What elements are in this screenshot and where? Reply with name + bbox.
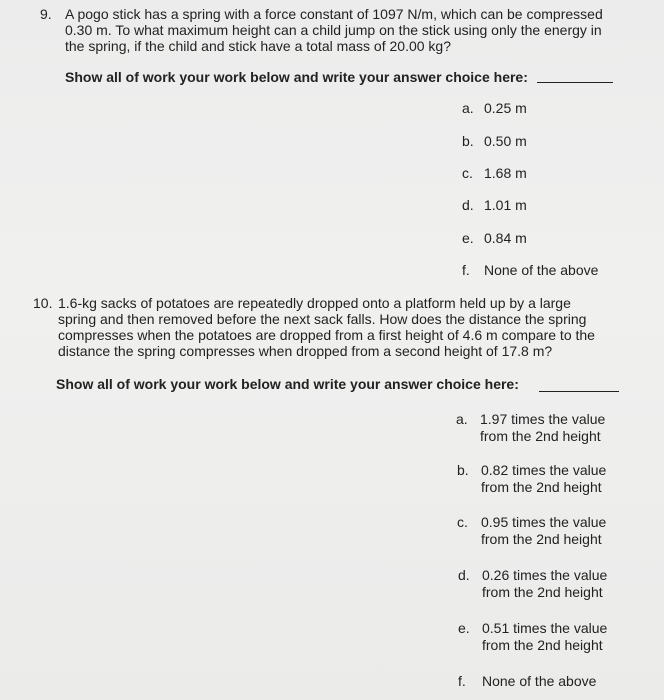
choice-line: from the 2nd height — [480, 428, 601, 444]
choice-letter: b. — [457, 462, 469, 478]
choice-letter: d. — [462, 197, 474, 213]
choice-line: from the 2nd height — [481, 531, 602, 547]
choice-text — [482, 673, 596, 690]
choice-letter: b. — [462, 133, 474, 149]
choice-text — [480, 411, 605, 445]
choice-text — [482, 567, 607, 601]
question-10-line: 1.6-kg sacks of potatoes are repeatedly dropped onto a platform held up by a large — [58, 295, 571, 311]
question-10-number: 10. — [33, 295, 53, 311]
choice-text: 0.50 m — [484, 133, 527, 149]
choice-text: 1.68 m — [484, 165, 527, 181]
question-9-answer-blank[interactable] — [537, 82, 613, 83]
question-9-line: A pogo stick has a spring with a force constant of 1097 N/m, which can be compressed — [65, 6, 603, 22]
choice-text: 1.01 m — [484, 197, 527, 213]
question-10-answer-blank[interactable] — [539, 391, 619, 392]
choice-line: from the 2nd height — [481, 479, 602, 495]
choice-letter: d. — [458, 567, 470, 583]
question-9-text — [65, 6, 603, 54]
choice-line: from the 2nd height — [482, 637, 603, 653]
question-9-line: the spring, if the child and stick have a total mass of 20.00 kg? — [65, 38, 451, 54]
choice-text: None of the above — [484, 262, 599, 278]
choice-line: 1.97 times the value — [480, 411, 606, 427]
question-10-line: spring and then removed before the next sack falls. How does the distance the spring — [58, 311, 587, 327]
question-10-line: distance the spring compresses when dropped from a second height of 17.8 m? — [58, 343, 553, 359]
choice-letter: c. — [462, 165, 473, 181]
choice-line: 0.26 times the value — [482, 567, 608, 583]
choice-text — [481, 514, 606, 548]
choice-text — [481, 462, 606, 496]
choice-letter: a. — [456, 411, 468, 427]
choice-letter: f. — [458, 673, 466, 689]
choice-letter: e. — [458, 620, 470, 636]
choice-text: 0.84 m — [484, 230, 527, 246]
question-10-text — [58, 295, 595, 359]
choice-text: 0.25 m — [484, 100, 527, 116]
question-10-line: compresses when the potatoes are dropped from a first height of 4.6 m compare to the — [58, 327, 595, 343]
choice-line: 0.82 times the value — [481, 462, 607, 478]
question-9-instruction: Show all of work your work below and write your answer choice here: — [65, 69, 528, 85]
choice-letter: c. — [457, 514, 468, 530]
choice-letter: f. — [462, 262, 470, 278]
choice-line: 0.51 times the value — [482, 620, 608, 636]
choice-line: None of the above — [482, 673, 597, 689]
choice-line: 0.95 times the value — [481, 514, 607, 530]
question-9-number: 9. — [40, 6, 52, 22]
choice-line: from the 2nd height — [482, 584, 603, 600]
choice-letter: e. — [462, 230, 474, 246]
choice-text — [482, 620, 607, 654]
question-10-instruction: Show all of work your work below and write your answer choice here: — [56, 376, 519, 392]
question-9-line: 0.30 m. To what maximum height can a child jump on the stick using only the energy in — [65, 22, 602, 38]
choice-letter: a. — [462, 100, 474, 116]
